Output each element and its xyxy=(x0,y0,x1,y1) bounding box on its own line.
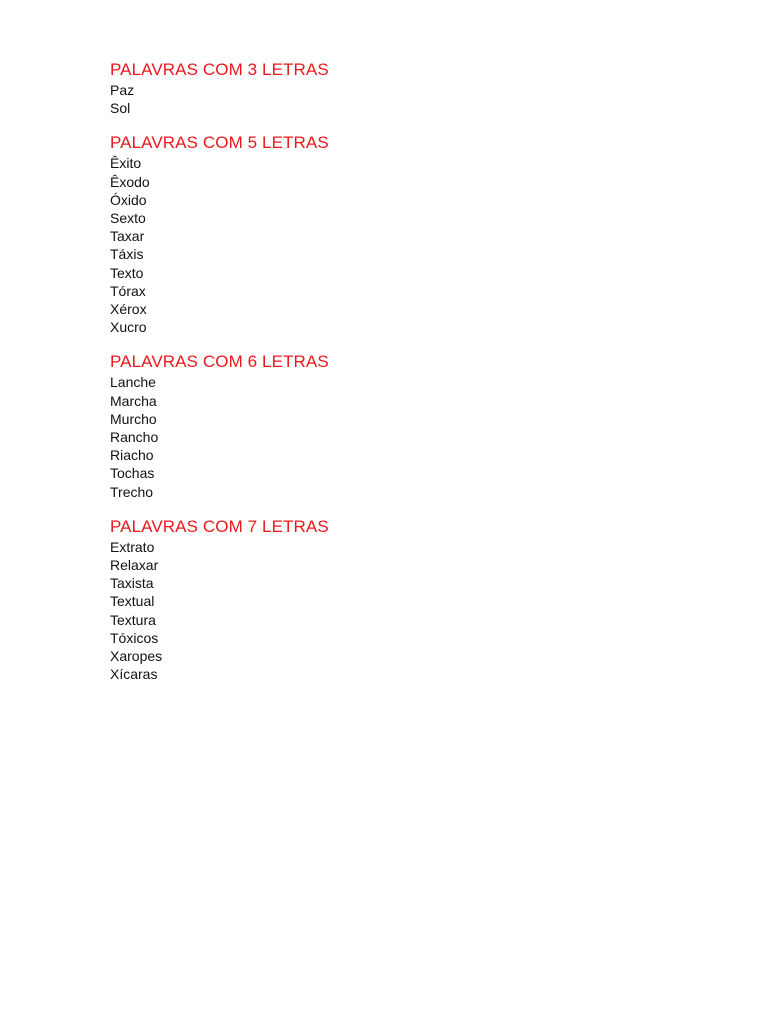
word-item: Xérox xyxy=(110,301,147,318)
word-item: Táxis xyxy=(110,246,144,263)
section-6-letters xyxy=(110,352,710,500)
word-item: Marcha xyxy=(110,392,157,409)
word-item: Xícaras xyxy=(110,666,158,683)
word-item: Riacho xyxy=(110,447,154,464)
word-list xyxy=(110,154,710,336)
word-list xyxy=(110,373,710,500)
word-item: Tóxicos xyxy=(110,629,159,646)
word-item: Trecho xyxy=(110,483,154,500)
word-item: Murcho xyxy=(110,410,157,427)
section-title: PALAVRAS COM 7 LETRAS xyxy=(110,516,329,536)
section-3-letters xyxy=(110,60,710,117)
word-item: Tórax xyxy=(110,282,146,299)
word-item: Relaxar xyxy=(110,557,159,574)
word-item: Xucro xyxy=(110,319,147,336)
word-item: Xaropes xyxy=(110,648,163,665)
document-page xyxy=(110,60,710,699)
word-list xyxy=(110,81,710,117)
section-title: PALAVRAS COM 5 LETRAS xyxy=(110,133,329,153)
word-item: Sol xyxy=(110,100,131,117)
word-item: Sexto xyxy=(110,210,146,227)
word-item: Tochas xyxy=(110,465,155,482)
section-5-letters xyxy=(110,133,710,336)
word-item: Rancho xyxy=(110,429,159,446)
section-title: PALAVRAS COM 6 LETRAS xyxy=(110,352,329,372)
word-item: Êxodo xyxy=(110,173,150,190)
word-item: Lanche xyxy=(110,374,156,391)
word-list xyxy=(110,538,710,684)
word-item: Textual xyxy=(110,593,155,610)
word-item: Êxito xyxy=(110,155,142,172)
word-item: Paz xyxy=(110,82,135,98)
word-item: Extrato xyxy=(110,538,155,555)
section-7-letters xyxy=(110,517,710,684)
word-item: Textura xyxy=(110,611,156,628)
word-item: Texto xyxy=(110,264,144,281)
word-item: Óxido xyxy=(110,191,147,208)
word-item: Taxar xyxy=(110,228,145,245)
section-title: PALAVRAS COM 3 LETRAS xyxy=(110,60,329,79)
word-item: Taxista xyxy=(110,575,154,592)
